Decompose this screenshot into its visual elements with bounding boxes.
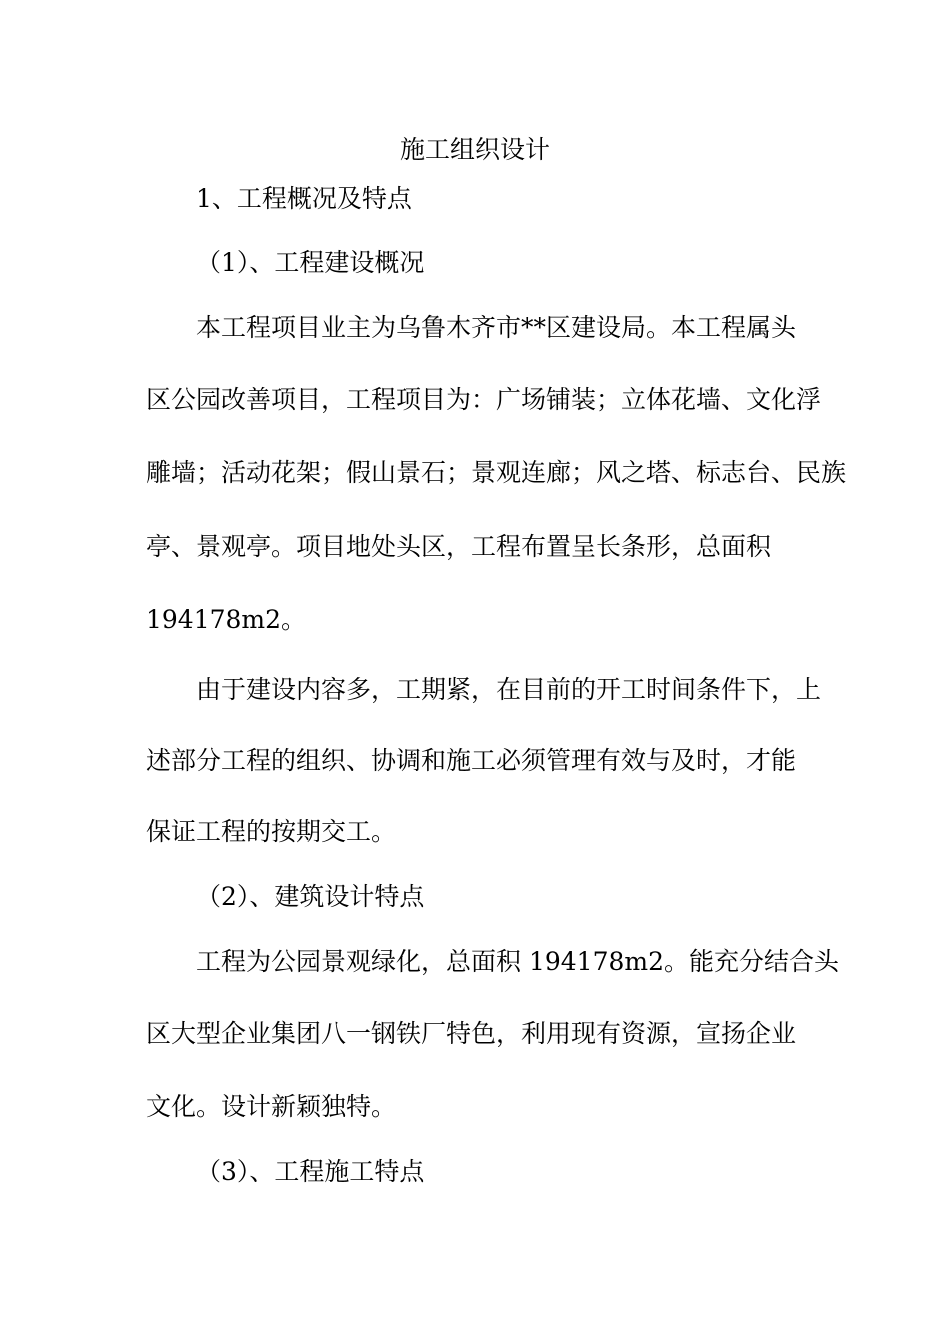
document-title: 施工组织设计 xyxy=(399,135,550,164)
paragraph-3-line-2: 区大型企业集团八一钢铁厂特色，利用现有资源，宣扬企业 xyxy=(146,1019,797,1048)
paragraph-1-line-1: 本工程项目业主为乌鲁木齐市**区建设局。本工程属头 xyxy=(196,313,797,342)
paragraph-2-line-1: 由于建设内容多，工期紧，在目前的开工时间条件下，上 xyxy=(196,675,822,704)
paragraph-2-line-3: 保证工程的按期交工。 xyxy=(146,817,397,846)
paragraph-3-line-1: 工程为公园景观绿化，总面积 194178m2。能充分结合头 xyxy=(196,947,839,976)
paragraph-1-line-5: 194178m2。 xyxy=(146,605,307,634)
paragraph-3-line-3: 文化。设计新颖独特。 xyxy=(146,1092,397,1121)
subsection-heading-2: （2）、建筑设计特点 xyxy=(196,882,425,911)
subsection-heading-1: （1）、工程建设概况 xyxy=(196,248,425,277)
subsection-heading-3: （3）、工程施工特点 xyxy=(196,1157,425,1186)
paragraph-1-line-3: 雕墙；活动花架；假山景石；景观连廊；风之塔、标志台、民族 xyxy=(146,458,847,487)
paragraph-1-line-4: 亭、景观亭。项目地处头区，工程布置呈长条形，总面积 xyxy=(146,532,772,561)
paragraph-1-line-2: 区公园改善项目，工程项目为：广场铺装；立体花墙、文化浮 xyxy=(146,385,822,414)
paragraph-2-line-2: 述部分工程的组织、协调和施工必须管理有效与及时，才能 xyxy=(146,746,797,775)
section-heading-1: 1、工程概况及特点 xyxy=(196,184,412,213)
